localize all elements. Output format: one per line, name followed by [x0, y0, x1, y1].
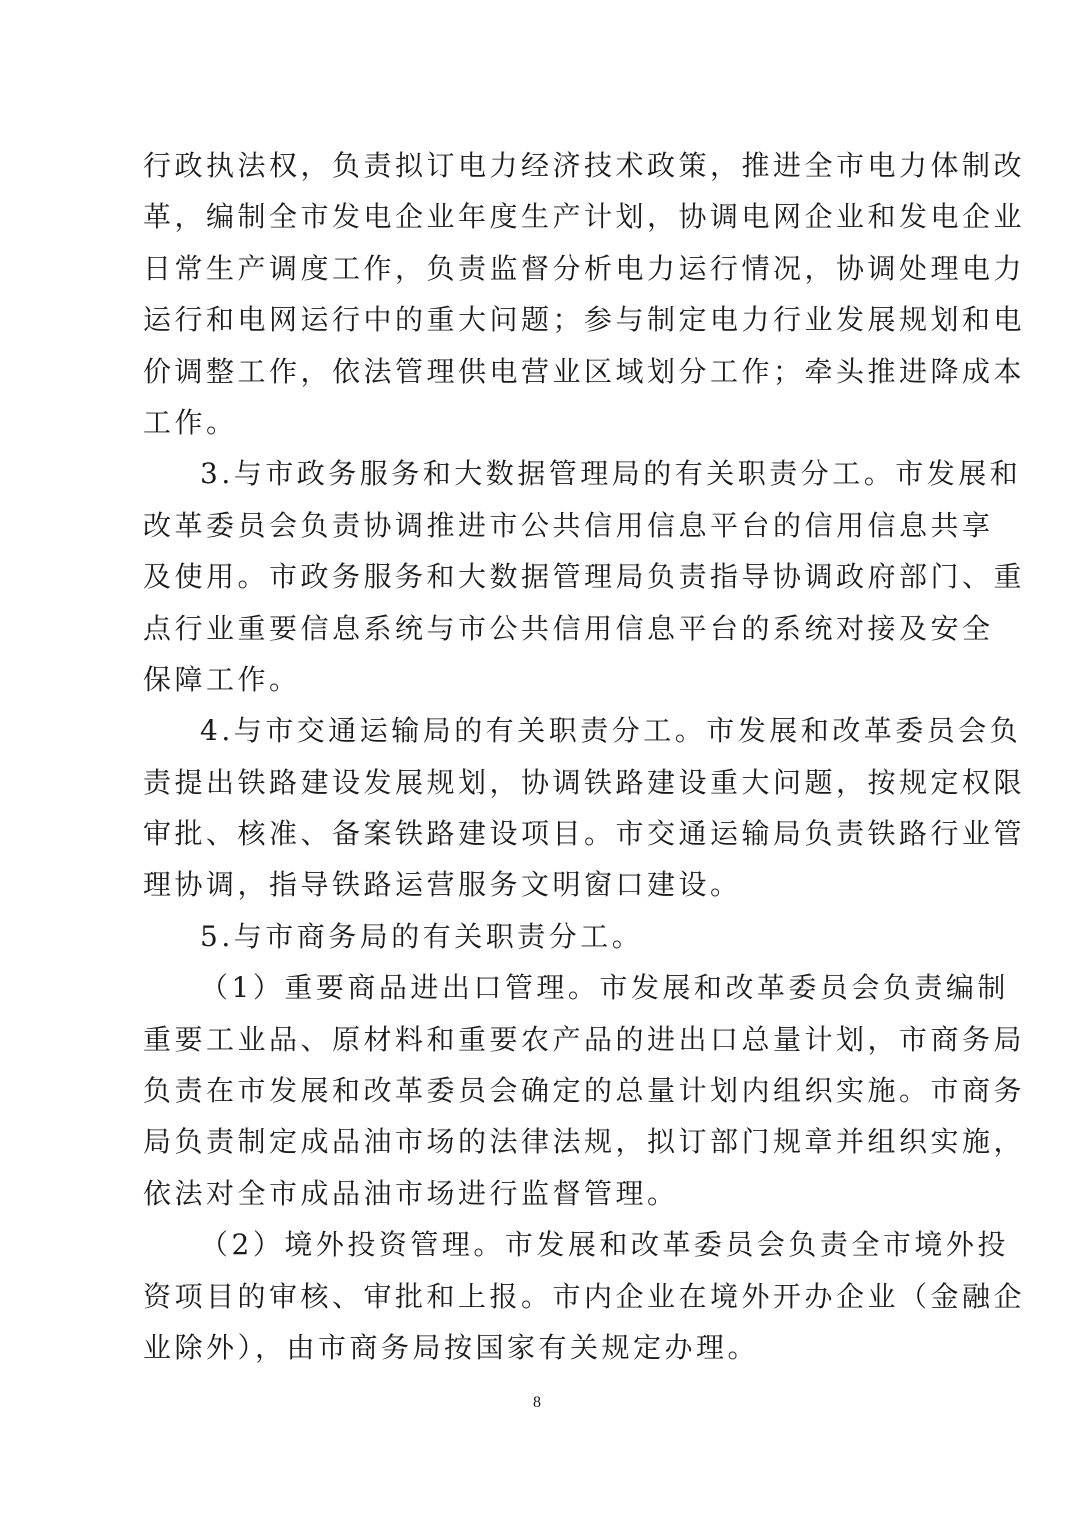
text-line: 及使用。市政务服务和大数据管理局负责指导协调政府部门、重 — [143, 560, 1026, 594]
text-line: 价调整工作，依法管理供电营业区域划分工作；牵头推进降成本 — [143, 354, 1026, 388]
text-line: 业除外），由市商务局按国家有关规定办理。 — [143, 1330, 760, 1364]
text-line: 日常生产调度工作，负责监督分析电力运行情况，协调处理电力 — [143, 251, 1026, 285]
text-line: 行政执法权，负责拟订电力经济技术政策，推进全市电力体制改 — [143, 149, 1026, 182]
text-line: 3.与市政务服务和大数据管理局的有关职责分工。市发展和 — [200, 457, 1022, 491]
document-body — [143, 140, 1026, 1373]
text-line: 保障工作。 — [143, 662, 301, 696]
text-line: 理协调，指导铁路运营服务文明窗口建设。 — [143, 868, 742, 902]
text-line: （2）境外投资管理。市发展和改革委员会负责全市境外投 — [200, 1228, 1009, 1262]
text-line: 4.与市交通运输局的有关职责分工。市发展和改革委员会负 — [200, 714, 1022, 748]
text-line: 5.与市商务局的有关职责分工。 — [200, 919, 644, 953]
text-line: 重要工业品、原材料和重要农产品的进出口总量计划，市商务局 — [143, 1022, 1026, 1056]
text-line: （1）重要商品进出口管理。市发展和改革委员会负责编制 — [200, 971, 1009, 1005]
text-line: 审批、核准、备案铁路建设项目。市交通运输局负责铁路行业管 — [143, 817, 1026, 851]
text-line: 资项目的审核、审批和上报。市内企业在境外开办企业（金融企 — [143, 1279, 1026, 1313]
text-line: 局负责制定成品油市场的法律法规，拟订部门规章并组织实施， — [143, 1125, 1026, 1159]
text-line: 工作。 — [143, 405, 238, 439]
text-line: 点行业重要信息系统与市公共信用信息平台的系统对接及安全 — [143, 611, 994, 645]
text-line: 革，编制全市发电企业年度生产计划，协调电网企业和发电企业 — [143, 200, 1026, 234]
page-number: 8 — [533, 1394, 541, 1411]
text-line: 改革委员会负责协调推进市公共信用信息平台的信用信息共享 — [143, 508, 994, 542]
text-line: 运行和电网运行中的重大问题；参与制定电力行业发展规划和电 — [143, 303, 1026, 337]
text-line: 负责在市发展和改革委员会确定的总量计划内组织实施。市商务 — [143, 1074, 1026, 1108]
text-line: 依法对全市成品油市场进行监督管理。 — [143, 1176, 679, 1210]
text-line: 责提出铁路建设发展规划，协调铁路建设重大问题，按规定权限 — [143, 765, 1026, 799]
